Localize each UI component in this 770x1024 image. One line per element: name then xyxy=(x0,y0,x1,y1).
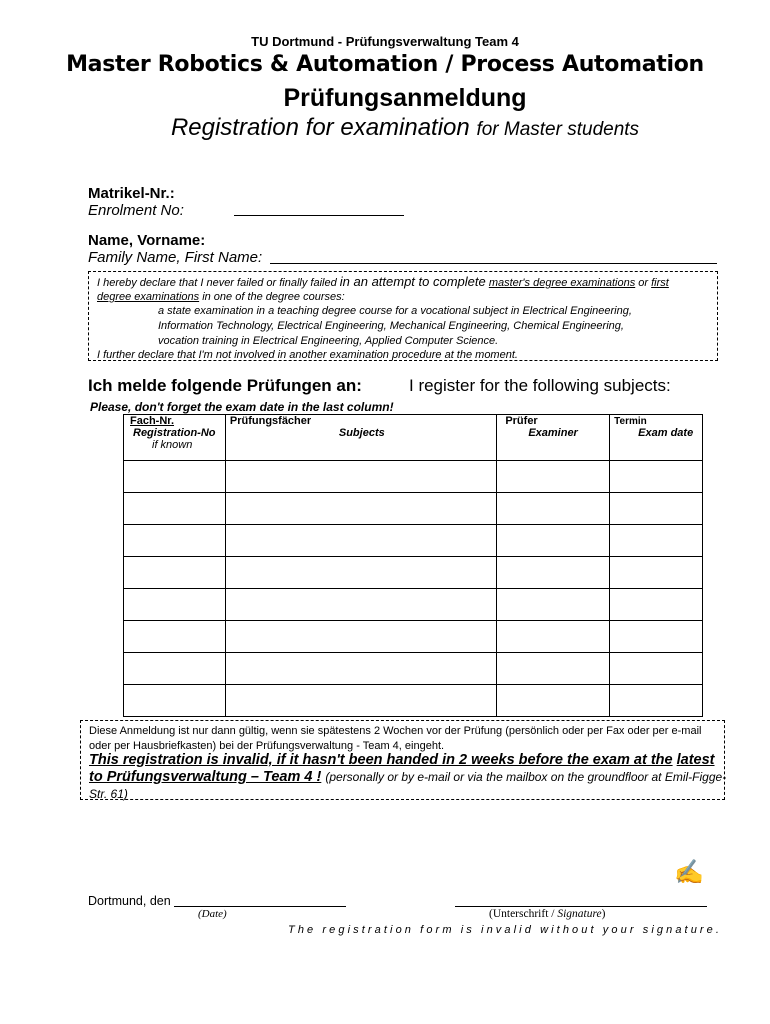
signature-field[interactable] xyxy=(455,906,707,907)
col2-label-en: Subjects xyxy=(338,427,385,439)
exam-date-cell[interactable] xyxy=(610,589,703,621)
table-row xyxy=(124,621,703,653)
registration-no-cell[interactable] xyxy=(124,557,226,589)
register-heading-de: Ich melde folgende Prüfungen an: xyxy=(88,376,362,395)
date-label: (Date) xyxy=(198,908,227,920)
table-header-row xyxy=(124,415,703,461)
declaration-line-3: a state examination in a teaching degree course for a vocational subject in Electrical Engineering, xyxy=(158,305,632,317)
examiner-cell[interactable] xyxy=(497,557,610,589)
decl-text-1a: I hereby declare that I never failed or finally failed xyxy=(97,277,337,289)
col1-label-en: Registration-No xyxy=(133,427,216,439)
name-label-en: Family Name, First Name: xyxy=(88,249,263,266)
col-exam-date xyxy=(610,415,703,461)
registration-no-cell[interactable] xyxy=(124,525,226,557)
registration-no-cell[interactable] xyxy=(124,685,226,717)
signature-label xyxy=(489,908,605,920)
examiner-cell[interactable] xyxy=(497,653,610,685)
exam-date-cell[interactable] xyxy=(610,621,703,653)
subject-cell[interactable] xyxy=(225,557,496,589)
examiner-cell[interactable] xyxy=(497,685,610,717)
decl-text-1b: in an attempt to complete xyxy=(339,274,486,289)
decl-text-1c: master's degree examinations xyxy=(488,277,636,289)
declaration-line-4: Information Technology, Electrical Engineering, Mechanical Engineering, Chemical Engineering, xyxy=(158,320,624,332)
subject-cell[interactable] xyxy=(225,461,496,493)
signature-required-note: The registration form is invalid without your signature. xyxy=(288,924,723,936)
subject-cell[interactable] xyxy=(225,589,496,621)
registration-no-cell[interactable] xyxy=(124,653,226,685)
institution-header: TU Dortmund - Prüfungsverwaltung Team 4 xyxy=(251,34,519,49)
registration-no-cell[interactable] xyxy=(124,493,226,525)
exam-date-cell[interactable] xyxy=(610,525,703,557)
page-subtitle xyxy=(0,114,770,142)
col3-label-de: Prüfer xyxy=(505,415,538,427)
table-row xyxy=(124,525,703,557)
decl-text-2a: degree examinations xyxy=(97,291,200,303)
subject-cell[interactable] xyxy=(225,621,496,653)
program-title: Master Robotics & Automation / Process Automation xyxy=(66,52,704,77)
declaration-line-5: vocation training in Electrical Engineering, Applied Computer Science. xyxy=(158,335,499,347)
matrikel-label-de: Matrikel-Nr.: xyxy=(88,185,175,202)
registration-no-cell[interactable] xyxy=(124,461,226,493)
examiner-cell[interactable] xyxy=(497,461,610,493)
matrikel-label-en: Enrolment No: xyxy=(88,202,184,219)
table-row xyxy=(124,557,703,589)
examiner-cell[interactable] xyxy=(497,525,610,557)
registration-no-cell[interactable] xyxy=(124,589,226,621)
place-label: Dortmund, den xyxy=(88,894,171,908)
col4-label-de: Termin xyxy=(614,416,647,427)
examiner-cell[interactable] xyxy=(497,621,610,653)
declaration-line-6: I further declare that I'm not involved in another examination procedure at the moment. xyxy=(97,349,518,361)
writing-hand-icon: ✍ xyxy=(674,859,704,886)
table-row xyxy=(124,685,703,717)
subtitle-small: for Master students xyxy=(476,119,640,140)
exam-date-cell[interactable] xyxy=(610,653,703,685)
signature-label-de: (Unterschrift / xyxy=(489,908,555,920)
name-label-de: Name, Vorname: xyxy=(88,232,206,249)
registration-no-cell[interactable] xyxy=(124,621,226,653)
notice-en-bold-2: latest to Prüfungsverwaltung – Team 4 ! xyxy=(89,752,715,785)
examiner-cell[interactable] xyxy=(497,493,610,525)
col4-label-en: Exam date xyxy=(638,427,694,439)
page-title: Prüfungsanmeldung xyxy=(283,84,527,112)
subject-cell[interactable] xyxy=(225,685,496,717)
col1-label-de: Fach-Nr. xyxy=(130,415,175,427)
exam-date-cell[interactable] xyxy=(610,685,703,717)
validity-notice-de: Diese Anmeldung ist nur dann gültig, wenn sie spätestens 2 Wochen vor der Prüfung (persönlich oder per Fax oder per e-mail oder per Hausbriefkasten) bei der Prüfungsverwaltung - Team 4, eingeht. xyxy=(89,725,702,752)
decl-text-1d: or xyxy=(638,277,649,289)
col2-label-de: Prüfungsfächer xyxy=(229,415,312,427)
subject-cell[interactable] xyxy=(225,525,496,557)
declaration-line-2 xyxy=(97,290,717,305)
examiner-cell[interactable] xyxy=(497,589,610,621)
table-row xyxy=(124,461,703,493)
decl-text-1e: first xyxy=(651,277,669,289)
exam-date-cell[interactable] xyxy=(610,461,703,493)
exam-date-cell[interactable] xyxy=(610,493,703,525)
declaration-line-1 xyxy=(97,275,717,291)
exam-table xyxy=(123,414,703,717)
exam-date-cell[interactable] xyxy=(610,557,703,589)
signature-label-close: ) xyxy=(601,908,606,920)
enrolment-number-field[interactable] xyxy=(234,215,404,216)
validity-notice-en xyxy=(89,752,729,803)
name-field[interactable] xyxy=(270,263,717,264)
subject-cell[interactable] xyxy=(225,493,496,525)
subtitle-main: Registration for examination xyxy=(170,114,470,141)
col-registration-no xyxy=(124,415,226,461)
col1-note: if known xyxy=(152,439,193,451)
subject-cell[interactable] xyxy=(225,653,496,685)
table-row xyxy=(124,589,703,621)
col-examiner xyxy=(497,415,610,461)
register-heading-en: I register for the following subjects: xyxy=(409,376,671,395)
date-field[interactable] xyxy=(174,906,346,907)
table-row xyxy=(124,493,703,525)
exam-date-reminder: Please, don't forget the exam date in the last column! xyxy=(90,400,394,414)
col-subjects xyxy=(225,415,496,461)
notice-en-small: (personally or by e-mail or via the mailbox on the groundfloor at Emil-Figge-Str. 61) xyxy=(89,770,727,801)
table-row xyxy=(124,653,703,685)
notice-en-bold-1: This registration is invalid, if it hasn't been handed in 2 weeks before the exam at the xyxy=(89,752,673,768)
col3-label-en: Examiner xyxy=(528,427,578,439)
decl-text-2b: in one of the degree courses: xyxy=(202,291,345,303)
signature-label-en: Signature xyxy=(557,908,602,920)
